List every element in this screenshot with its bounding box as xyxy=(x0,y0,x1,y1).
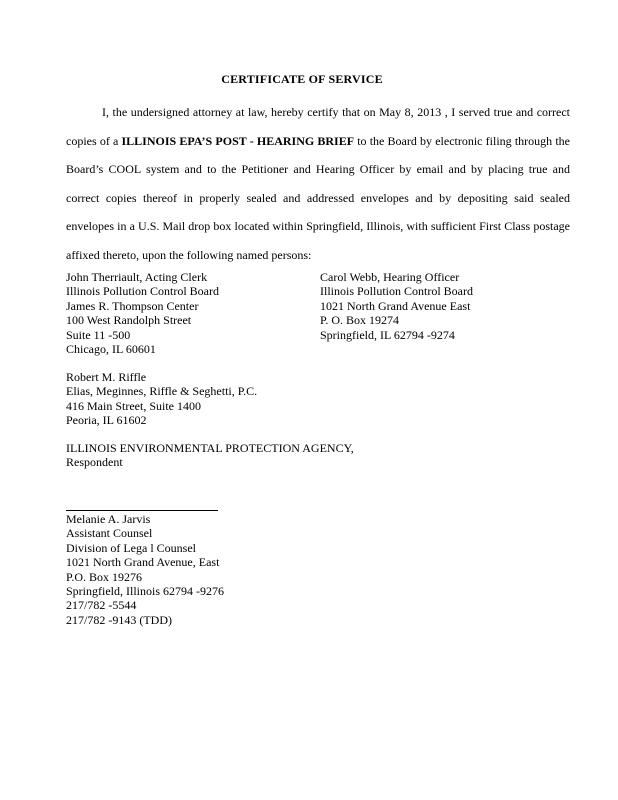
address-line: Carol Webb, Hearing Officer xyxy=(320,270,460,284)
agency-block xyxy=(66,441,354,470)
address-line: Springfield, IL 62794 -9274 xyxy=(320,327,455,342)
signer-phone: 217/782 -5544 xyxy=(66,598,137,613)
address-line: James R. Thompson Center xyxy=(66,298,199,313)
document-title: CERTIFICATE OF SERVICE xyxy=(221,72,383,86)
signature-line xyxy=(66,510,218,511)
signer-tdd: 217/782 -9143 (TDD) xyxy=(66,612,172,627)
address-line: 416 Main Street, Suite 1400 xyxy=(66,398,201,413)
address-line: Robert M. Riffle xyxy=(66,370,147,384)
certification-paragraph xyxy=(66,98,570,270)
address-line: 1021 North Grand Avenue East xyxy=(320,298,471,313)
address-line: Peoria, IL 61602 xyxy=(66,413,147,428)
address-line: Illinois Pollution Control Board xyxy=(66,284,220,299)
signature-block xyxy=(66,512,224,627)
address-line: Illinois Pollution Control Board xyxy=(320,284,474,299)
address-block-clerk xyxy=(66,270,219,356)
address-line: John Therriault, Acting Clerk xyxy=(66,270,208,284)
address-line: 100 West Randolph Street xyxy=(66,313,192,328)
certification-rest: to the Board by electronic filing through the Board’s COOL system and to the Petitioner and Hearing Officer by email and by placing true and correct copies thereof in properly sealed and addressed envelopes and by depositing said sealed envelopes in a U.S. Mail drop box located within Springfield, Illinois, with sufficient First Class postage affixed thereto, upon the following named persons: xyxy=(66,133,570,262)
signer-title: Assistant Counsel xyxy=(66,526,153,541)
agency-role: Respondent xyxy=(66,455,123,470)
address-line: Suite 11 -500 xyxy=(66,327,131,342)
address-block-petitioner-counsel xyxy=(66,370,257,428)
agency-name: ILLINOIS ENVIRONMENTAL PROTECTION AGENCY, xyxy=(66,441,354,455)
address-block-hearing-officer xyxy=(320,270,473,342)
signer-city: Springfield, Illinois 62794 -9276 xyxy=(66,583,224,598)
address-line: Chicago, IL 60601 xyxy=(66,341,156,356)
address-line: P. O. Box 19274 xyxy=(320,313,400,328)
signer-division: Division of Lega l Counsel xyxy=(66,540,196,555)
signer-street: 1021 North Grand Avenue, East xyxy=(66,555,220,570)
certification-intro: I, the undersigned attorney at law, hereby certify that on May 8, 2013 , I served true and correct copies of a xyxy=(66,105,570,148)
brief-title: ILLINOIS EPA’S POST - HEARING BRIEF xyxy=(121,133,355,148)
signer-po-box: P.O. Box 19276 xyxy=(66,569,143,584)
address-line: Elias, Meginnes, Riffle & Seghetti, P.C. xyxy=(66,384,258,399)
signer-name: Melanie A. Jarvis xyxy=(66,512,151,526)
